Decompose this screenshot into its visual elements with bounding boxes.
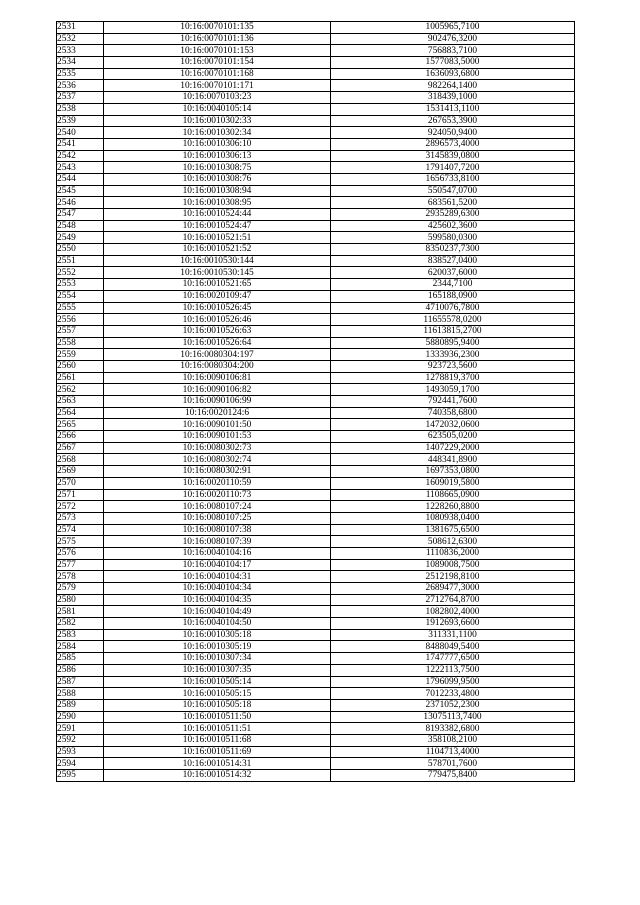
row-number-cell: 2574: [57, 524, 104, 536]
table-row: [57, 629, 575, 641]
cadastral-number-cell: 10:16:0010505:14: [104, 676, 331, 688]
row-number-cell: 2542: [57, 150, 104, 162]
cadastral-number-cell: 10:16:0090101:50: [104, 419, 331, 431]
cadastral-number-cell: 10:16:0070101:168: [104, 68, 331, 80]
cadastral-number-cell: 10:16:0070101:135: [104, 22, 331, 34]
cadastral-value-cell: 165188,0900: [331, 290, 575, 302]
table-row: [57, 770, 575, 782]
cadastral-value-cell: 448341,8900: [331, 454, 575, 466]
cadastral-value-cell: 1222113,7500: [331, 664, 575, 676]
cadastral-value-cell: 267653,3900: [331, 115, 575, 127]
cadastral-number-cell: 10:16:0010305:19: [104, 641, 331, 653]
table-row: [57, 477, 575, 489]
cadastral-value-cell: 1108665,0900: [331, 489, 575, 501]
table-row: [57, 442, 575, 454]
cadastral-number-cell: 10:16:0010521:52: [104, 244, 331, 256]
row-number-cell: 2550: [57, 244, 104, 256]
row-number-cell: 2535: [57, 68, 104, 80]
table-row: [57, 115, 575, 127]
row-number-cell: 2562: [57, 384, 104, 396]
cadastral-number-cell: 10:16:0010307:35: [104, 664, 331, 676]
cadastral-value-cell: 4710076,7800: [331, 302, 575, 314]
row-number-cell: 2543: [57, 162, 104, 174]
cadastral-number-cell: 10:16:0070101:136: [104, 33, 331, 45]
row-number-cell: 2582: [57, 618, 104, 630]
cadastral-value-cell: 2935289,6300: [331, 209, 575, 221]
cadastral-number-cell: 10:16:0010526:64: [104, 337, 331, 349]
table-row: [57, 524, 575, 536]
cadastral-value-cell: 11613815,2700: [331, 325, 575, 337]
row-number-cell: 2545: [57, 185, 104, 197]
cadastral-number-cell: 10:16:0010306:10: [104, 138, 331, 150]
cadastral-number-cell: 10:16:0040104:49: [104, 606, 331, 618]
row-number-cell: 2544: [57, 173, 104, 185]
cadastral-number-cell: 10:16:0010511:69: [104, 746, 331, 758]
cadastral-number-cell: 10:16:0040104:34: [104, 583, 331, 595]
cadastral-number-cell: 10:16:0010514:31: [104, 758, 331, 770]
cadastral-number-cell: 10:16:0010511:68: [104, 734, 331, 746]
table-row: [57, 431, 575, 443]
cadastral-number-cell: 10:16:0040104:50: [104, 618, 331, 630]
row-number-cell: 2580: [57, 594, 104, 606]
table-row: [57, 150, 575, 162]
cadastral-value-cell: 1228260,8800: [331, 501, 575, 513]
row-number-cell: 2561: [57, 372, 104, 384]
cadastral-value-cell: 683561,5200: [331, 197, 575, 209]
table-row: [57, 173, 575, 185]
row-number-cell: 2569: [57, 466, 104, 478]
cadastral-number-cell: 10:16:0010307:34: [104, 653, 331, 665]
cadastral-value-cell: 425602,3600: [331, 220, 575, 232]
cadastral-value-cell: 1609019,5800: [331, 477, 575, 489]
cadastral-number-cell: 10:16:0010530:145: [104, 267, 331, 279]
cadastral-value-cell: 13075113,7400: [331, 711, 575, 723]
row-number-cell: 2588: [57, 688, 104, 700]
cadastral-number-cell: 10:16:0090106:99: [104, 396, 331, 408]
row-number-cell: 2536: [57, 80, 104, 92]
table-row: [57, 162, 575, 174]
row-number-cell: 2589: [57, 699, 104, 711]
table-row: [57, 384, 575, 396]
table-row: [57, 127, 575, 139]
row-number-cell: 2540: [57, 127, 104, 139]
cadastral-value-cell: 318439,1000: [331, 92, 575, 104]
cadastral-value-cell: 2689477,3000: [331, 583, 575, 595]
cadastral-number-cell: 10:16:0010308:94: [104, 185, 331, 197]
cadastral-number-cell: 10:16:0010521:65: [104, 279, 331, 291]
cadastral-value-cell: 578701,7600: [331, 758, 575, 770]
cadastral-number-cell: 10:16:0040105:14: [104, 103, 331, 115]
table-row: [57, 758, 575, 770]
row-number-cell: 2583: [57, 629, 104, 641]
cadastral-value-cell: 2712764,8700: [331, 594, 575, 606]
row-number-cell: 2572: [57, 501, 104, 513]
cadastral-number-cell: 10:16:0010511:50: [104, 711, 331, 723]
row-number-cell: 2563: [57, 396, 104, 408]
cadastral-number-cell: 10:16:0080304:200: [104, 360, 331, 372]
cadastral-value-cell: 1104713,4000: [331, 746, 575, 758]
table-row: [57, 454, 575, 466]
row-number-cell: 2532: [57, 33, 104, 45]
table-row: [57, 103, 575, 115]
row-number-cell: 2594: [57, 758, 104, 770]
cadastral-value-cell: 5880895,9400: [331, 337, 575, 349]
table-row: [57, 594, 575, 606]
row-number-cell: 2585: [57, 653, 104, 665]
cadastral-number-cell: 10:16:0090106:81: [104, 372, 331, 384]
cadastral-number-cell: 10:16:0010505:18: [104, 699, 331, 711]
cadastral-number-cell: 10:16:0040104:17: [104, 559, 331, 571]
row-number-cell: 2566: [57, 431, 104, 443]
cadastral-number-cell: 10:16:0010514:32: [104, 770, 331, 782]
row-number-cell: 2593: [57, 746, 104, 758]
table-body: [57, 22, 575, 782]
cadastral-value-cell: 1656733,8100: [331, 173, 575, 185]
row-number-cell: 2575: [57, 536, 104, 548]
cadastral-number-cell: 10:16:0080107:24: [104, 501, 331, 513]
cadastral-number-cell: 10:16:0080107:39: [104, 536, 331, 548]
cadastral-value-cell: 1697353,0800: [331, 466, 575, 478]
row-number-cell: 2592: [57, 734, 104, 746]
table-row: [57, 746, 575, 758]
cadastral-number-cell: 10:16:0080302:91: [104, 466, 331, 478]
cadastral-number-cell: 10:16:0010306:13: [104, 150, 331, 162]
row-number-cell: 2549: [57, 232, 104, 244]
row-number-cell: 2570: [57, 477, 104, 489]
table-row: [57, 372, 575, 384]
row-number-cell: 2560: [57, 360, 104, 372]
row-number-cell: 2591: [57, 723, 104, 735]
table-row: [57, 711, 575, 723]
row-number-cell: 2568: [57, 454, 104, 466]
document-page: [56, 21, 571, 782]
cadastral-number-cell: 10:16:0010308:75: [104, 162, 331, 174]
row-number-cell: 2595: [57, 770, 104, 782]
cadastral-value-cell: 1110836,2000: [331, 547, 575, 559]
cadastral-number-cell: 10:16:0080302:74: [104, 454, 331, 466]
table-row: [57, 22, 575, 34]
row-number-cell: 2565: [57, 419, 104, 431]
table-row: [57, 466, 575, 478]
cadastral-value-cell: 2344,7100: [331, 279, 575, 291]
row-number-cell: 2586: [57, 664, 104, 676]
row-number-cell: 2573: [57, 512, 104, 524]
cadastral-number-cell: 10:16:0090106:82: [104, 384, 331, 396]
row-number-cell: 2590: [57, 711, 104, 723]
cadastral-value-cell: 1082802,4000: [331, 606, 575, 618]
cadastral-value-table: [56, 21, 575, 782]
cadastral-number-cell: 10:16:0040104:16: [104, 547, 331, 559]
row-number-cell: 2584: [57, 641, 104, 653]
row-number-cell: 2546: [57, 197, 104, 209]
cadastral-number-cell: 10:16:0010530:144: [104, 255, 331, 267]
cadastral-number-cell: 10:16:0010308:95: [104, 197, 331, 209]
cadastral-number-cell: 10:16:0010302:33: [104, 115, 331, 127]
row-number-cell: 2571: [57, 489, 104, 501]
cadastral-value-cell: 599580,0300: [331, 232, 575, 244]
table-row: [57, 489, 575, 501]
table-row: [57, 92, 575, 104]
table-row: [57, 734, 575, 746]
table-row: [57, 618, 575, 630]
table-row: [57, 57, 575, 69]
cadastral-value-cell: 8350237,7300: [331, 244, 575, 256]
cadastral-value-cell: 838527,0400: [331, 255, 575, 267]
row-number-cell: 2577: [57, 559, 104, 571]
cadastral-value-cell: 1080938,0400: [331, 512, 575, 524]
cadastral-value-cell: 902476,3200: [331, 33, 575, 45]
cadastral-number-cell: 10:16:0020124:6: [104, 407, 331, 419]
cadastral-number-cell: 10:16:0010521:51: [104, 232, 331, 244]
cadastral-value-cell: 1912693,6600: [331, 618, 575, 630]
table-row: [57, 33, 575, 45]
cadastral-value-cell: 740358,6800: [331, 407, 575, 419]
row-number-cell: 2587: [57, 676, 104, 688]
table-row: [57, 407, 575, 419]
table-row: [57, 688, 575, 700]
table-row: [57, 290, 575, 302]
cadastral-value-cell: 1791407,7200: [331, 162, 575, 174]
row-number-cell: 2547: [57, 209, 104, 221]
cadastral-value-cell: 1381675,6500: [331, 524, 575, 536]
row-number-cell: 2551: [57, 255, 104, 267]
cadastral-value-cell: 2896573,4000: [331, 138, 575, 150]
cadastral-value-cell: 358108,2100: [331, 734, 575, 746]
table-row: [57, 664, 575, 676]
cadastral-number-cell: 10:16:0010526:45: [104, 302, 331, 314]
table-row: [57, 583, 575, 595]
cadastral-number-cell: 10:16:0070103:23: [104, 92, 331, 104]
cadastral-value-cell: 550547,0700: [331, 185, 575, 197]
cadastral-value-cell: 792441,7600: [331, 396, 575, 408]
row-number-cell: 2537: [57, 92, 104, 104]
cadastral-number-cell: 10:16:0010526:63: [104, 325, 331, 337]
table-row: [57, 501, 575, 513]
cadastral-number-cell: 10:16:0010302:34: [104, 127, 331, 139]
cadastral-number-cell: 10:16:0010308:76: [104, 173, 331, 185]
row-number-cell: 2579: [57, 583, 104, 595]
cadastral-value-cell: 508612,6300: [331, 536, 575, 548]
cadastral-number-cell: 10:16:0010505:15: [104, 688, 331, 700]
cadastral-value-cell: 779475,8400: [331, 770, 575, 782]
cadastral-value-cell: 1747777,6500: [331, 653, 575, 665]
cadastral-number-cell: 10:16:0010305:18: [104, 629, 331, 641]
table-row: [57, 255, 575, 267]
cadastral-value-cell: 1577083,5000: [331, 57, 575, 69]
row-number-cell: 2576: [57, 547, 104, 559]
table-row: [57, 279, 575, 291]
row-number-cell: 2554: [57, 290, 104, 302]
cadastral-number-cell: 10:16:0090101:53: [104, 431, 331, 443]
cadastral-number-cell: 10:16:0080304:197: [104, 349, 331, 361]
table-row: [57, 571, 575, 583]
cadastral-value-cell: 1333936,2300: [331, 349, 575, 361]
row-number-cell: 2558: [57, 337, 104, 349]
cadastral-value-cell: 924050,9400: [331, 127, 575, 139]
cadastral-value-cell: 1531413,1100: [331, 103, 575, 115]
table-row: [57, 197, 575, 209]
table-row: [57, 653, 575, 665]
table-row: [57, 676, 575, 688]
cadastral-number-cell: 10:16:0080107:38: [104, 524, 331, 536]
cadastral-number-cell: 10:16:0040104:35: [104, 594, 331, 606]
row-number-cell: 2553: [57, 279, 104, 291]
table-row: [57, 325, 575, 337]
table-row: [57, 302, 575, 314]
table-row: [57, 337, 575, 349]
row-number-cell: 2564: [57, 407, 104, 419]
cadastral-value-cell: 2371052,2300: [331, 699, 575, 711]
cadastral-value-cell: 8193382,6800: [331, 723, 575, 735]
row-number-cell: 2539: [57, 115, 104, 127]
cadastral-number-cell: 10:16:0070101:153: [104, 45, 331, 57]
table-row: [57, 267, 575, 279]
row-number-cell: 2534: [57, 57, 104, 69]
table-row: [57, 209, 575, 221]
cadastral-value-cell: 1089008,7500: [331, 559, 575, 571]
cadastral-value-cell: 623505,0200: [331, 431, 575, 443]
cadastral-number-cell: 10:16:0070101:171: [104, 80, 331, 92]
table-row: [57, 232, 575, 244]
table-row: [57, 314, 575, 326]
row-number-cell: 2533: [57, 45, 104, 57]
cadastral-value-cell: 982264,1400: [331, 80, 575, 92]
row-number-cell: 2541: [57, 138, 104, 150]
table-row: [57, 419, 575, 431]
cadastral-value-cell: 1278819,3700: [331, 372, 575, 384]
cadastral-number-cell: 10:16:0070101:154: [104, 57, 331, 69]
row-number-cell: 2557: [57, 325, 104, 337]
table-row: [57, 185, 575, 197]
cadastral-value-cell: 1005965,7100: [331, 22, 575, 34]
cadastral-value-cell: 311331,1100: [331, 629, 575, 641]
table-row: [57, 396, 575, 408]
cadastral-value-cell: 620037,6000: [331, 267, 575, 279]
table-row: [57, 547, 575, 559]
cadastral-number-cell: 10:16:0020109:47: [104, 290, 331, 302]
cadastral-value-cell: 1407229,2000: [331, 442, 575, 454]
table-row: [57, 559, 575, 571]
row-number-cell: 2531: [57, 22, 104, 34]
row-number-cell: 2556: [57, 314, 104, 326]
cadastral-value-cell: 2512198,8100: [331, 571, 575, 583]
table-row: [57, 349, 575, 361]
row-number-cell: 2559: [57, 349, 104, 361]
cadastral-number-cell: 10:16:0020110:73: [104, 489, 331, 501]
cadastral-value-cell: 756883,7100: [331, 45, 575, 57]
table-row: [57, 138, 575, 150]
table-row: [57, 244, 575, 256]
row-number-cell: 2552: [57, 267, 104, 279]
table-row: [57, 641, 575, 653]
cadastral-value-cell: 1472032,0600: [331, 419, 575, 431]
cadastral-value-cell: 7012233,4800: [331, 688, 575, 700]
cadastral-number-cell: 10:16:0080302:73: [104, 442, 331, 454]
cadastral-number-cell: 10:16:0040104:31: [104, 571, 331, 583]
cadastral-value-cell: 11655578,0200: [331, 314, 575, 326]
table-row: [57, 45, 575, 57]
cadastral-number-cell: 10:16:0010524:44: [104, 209, 331, 221]
cadastral-number-cell: 10:16:0010511:51: [104, 723, 331, 735]
table-row: [57, 606, 575, 618]
cadastral-value-cell: 1796099,9500: [331, 676, 575, 688]
cadastral-value-cell: 923723,5600: [331, 360, 575, 372]
table-row: [57, 220, 575, 232]
row-number-cell: 2555: [57, 302, 104, 314]
row-number-cell: 2578: [57, 571, 104, 583]
cadastral-number-cell: 10:16:0010526:46: [104, 314, 331, 326]
table-row: [57, 360, 575, 372]
cadastral-number-cell: 10:16:0020110:59: [104, 477, 331, 489]
table-row: [57, 512, 575, 524]
cadastral-value-cell: 1636093,6800: [331, 68, 575, 80]
table-row: [57, 699, 575, 711]
table-row: [57, 80, 575, 92]
row-number-cell: 2567: [57, 442, 104, 454]
cadastral-number-cell: 10:16:0010524:47: [104, 220, 331, 232]
row-number-cell: 2548: [57, 220, 104, 232]
cadastral-value-cell: 1493059,1700: [331, 384, 575, 396]
table-row: [57, 68, 575, 80]
cadastral-value-cell: 8488049,5400: [331, 641, 575, 653]
row-number-cell: 2581: [57, 606, 104, 618]
row-number-cell: 2538: [57, 103, 104, 115]
table-row: [57, 723, 575, 735]
cadastral-value-cell: 3145839,0800: [331, 150, 575, 162]
table-row: [57, 536, 575, 548]
cadastral-number-cell: 10:16:0080107:25: [104, 512, 331, 524]
